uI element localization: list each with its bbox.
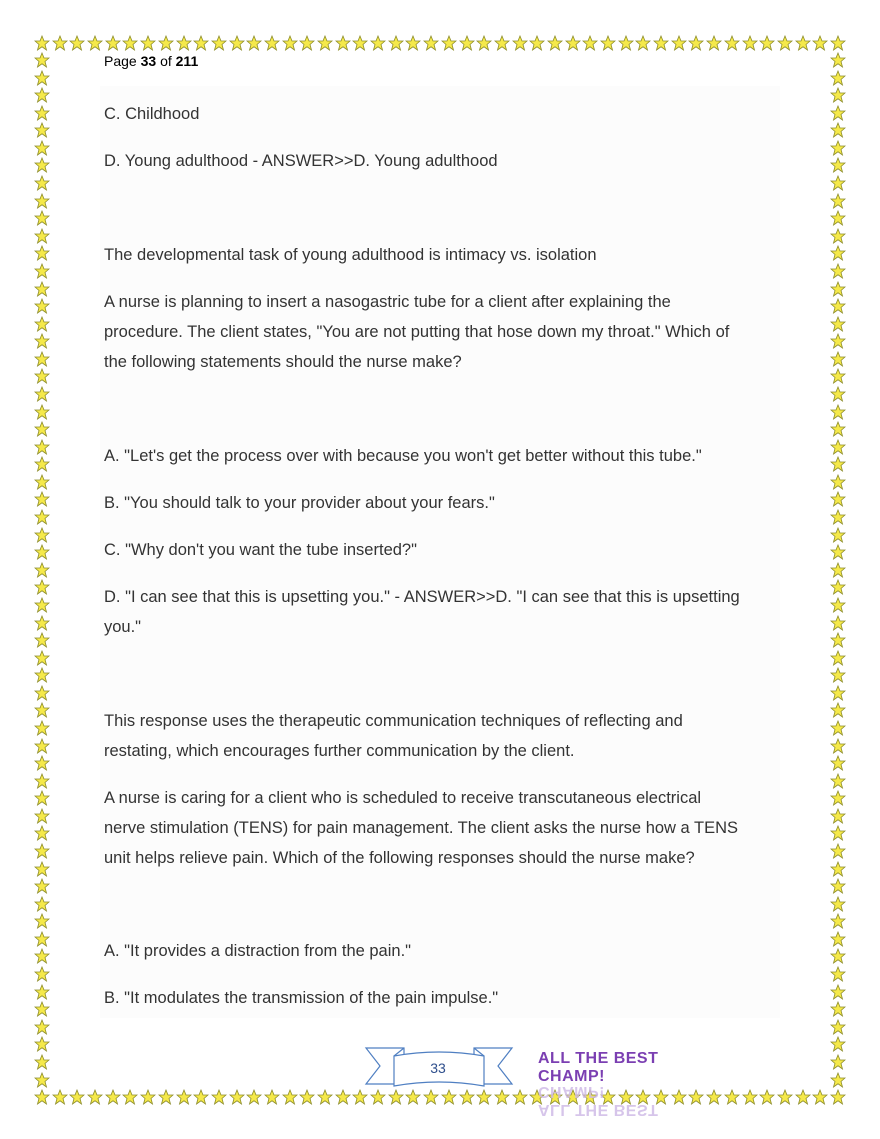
star-icon bbox=[34, 421, 50, 437]
star-icon bbox=[34, 298, 50, 314]
star-icon bbox=[317, 35, 333, 51]
star-icon bbox=[34, 1001, 50, 1017]
right-star-border bbox=[830, 52, 846, 1088]
star-icon bbox=[34, 948, 50, 964]
star-icon bbox=[34, 439, 50, 455]
option-d-answer: D. Young adulthood - ANSWER>>D. Young adulthood bbox=[104, 152, 498, 170]
star-icon bbox=[34, 650, 50, 666]
star-icon bbox=[706, 35, 722, 51]
star-icon bbox=[494, 35, 510, 51]
star-icon bbox=[299, 1089, 315, 1105]
left-star-border bbox=[34, 52, 50, 1088]
star-icon bbox=[34, 562, 50, 578]
star-icon bbox=[830, 562, 846, 578]
slogan-text: ALL THE BEST CHAMP! bbox=[538, 1050, 659, 1085]
star-icon bbox=[69, 1089, 85, 1105]
star-icon bbox=[441, 1089, 457, 1105]
star-icon bbox=[52, 1089, 68, 1105]
star-icon bbox=[777, 1089, 793, 1105]
option-b: B. "You should talk to your provider about your fears." bbox=[104, 494, 495, 512]
star-icon bbox=[830, 1036, 846, 1052]
star-icon bbox=[830, 544, 846, 560]
star-icon bbox=[494, 1089, 510, 1105]
star-icon bbox=[388, 1089, 404, 1105]
star-icon bbox=[34, 1019, 50, 1035]
star-icon bbox=[211, 1089, 227, 1105]
star-icon bbox=[830, 421, 846, 437]
star-icon bbox=[423, 35, 439, 51]
star-icon bbox=[724, 35, 740, 51]
star-icon bbox=[34, 87, 50, 103]
star-icon bbox=[34, 491, 50, 507]
star-icon bbox=[87, 1089, 103, 1105]
star-icon bbox=[335, 1089, 351, 1105]
star-icon bbox=[441, 35, 457, 51]
star-icon bbox=[34, 456, 50, 472]
star-icon bbox=[830, 773, 846, 789]
star-icon bbox=[105, 1089, 121, 1105]
star-icon bbox=[34, 579, 50, 595]
star-icon bbox=[34, 773, 50, 789]
footer-page-number: 33 bbox=[430, 1060, 446, 1076]
star-icon bbox=[812, 35, 828, 51]
star-icon bbox=[476, 35, 492, 51]
star-icon bbox=[34, 122, 50, 138]
star-icon bbox=[618, 35, 634, 51]
star-icon bbox=[830, 702, 846, 718]
option-c: C. "Why don't you want the tube inserted?" bbox=[104, 541, 417, 559]
star-icon bbox=[34, 615, 50, 631]
of-label: of bbox=[160, 53, 172, 69]
star-icon bbox=[830, 263, 846, 279]
option-a: A. "Let's get the process over with because you won't get better without this tube." bbox=[104, 447, 702, 465]
star-icon bbox=[405, 1089, 421, 1105]
star-icon bbox=[830, 1054, 846, 1070]
option-c-childhood: C. Childhood bbox=[104, 105, 200, 123]
star-icon bbox=[176, 1089, 192, 1105]
star-icon bbox=[34, 52, 50, 68]
star-icon bbox=[830, 667, 846, 683]
star-icon bbox=[830, 333, 846, 349]
star-icon bbox=[335, 35, 351, 51]
star-icon bbox=[830, 1072, 846, 1088]
star-icon bbox=[830, 579, 846, 595]
star-icon bbox=[830, 650, 846, 666]
question-line-1: A nurse is planning to insert a nasogastric tube for a client after explaining the bbox=[104, 293, 671, 311]
star-icon bbox=[830, 404, 846, 420]
star-icon bbox=[459, 1089, 475, 1105]
star-icon bbox=[830, 474, 846, 490]
star-icon bbox=[34, 597, 50, 613]
star-icon bbox=[830, 105, 846, 121]
question2-option-b: B. "It modulates the transmission of the pain impulse." bbox=[104, 989, 499, 1007]
question2-line-3: unit helps relieve pain. Which of the following responses should the nurse make? bbox=[104, 849, 695, 867]
star-icon bbox=[795, 35, 811, 51]
star-icon bbox=[830, 527, 846, 543]
star-icon bbox=[34, 316, 50, 332]
star-icon bbox=[830, 245, 846, 261]
star-icon bbox=[122, 35, 138, 51]
star-icon bbox=[830, 87, 846, 103]
page-header bbox=[104, 53, 198, 69]
star-icon bbox=[87, 35, 103, 51]
star-icon bbox=[830, 931, 846, 947]
page-label: Page bbox=[104, 53, 137, 69]
star-icon bbox=[34, 351, 50, 367]
star-icon bbox=[69, 35, 85, 51]
star-icon bbox=[459, 35, 475, 51]
star-icon bbox=[193, 1089, 209, 1105]
star-icon bbox=[34, 861, 50, 877]
question2-line-2: nerve stimulation (TENS) for pain management. The client asks the nurse how a TENS bbox=[104, 819, 739, 837]
star-icon bbox=[476, 1089, 492, 1105]
star-icon bbox=[34, 474, 50, 490]
star-icon bbox=[34, 913, 50, 929]
star-icon bbox=[34, 808, 50, 824]
current-page-number: 33 bbox=[140, 53, 157, 69]
total-pages: 211 bbox=[175, 53, 199, 69]
star-icon bbox=[777, 35, 793, 51]
star-icon bbox=[34, 333, 50, 349]
star-icon bbox=[370, 1089, 386, 1105]
star-icon bbox=[830, 193, 846, 209]
star-icon bbox=[529, 35, 545, 51]
star-icon bbox=[34, 738, 50, 754]
star-icon bbox=[830, 878, 846, 894]
star-icon bbox=[759, 1089, 775, 1105]
star-icon bbox=[830, 896, 846, 912]
star-icon bbox=[193, 35, 209, 51]
star-icon bbox=[512, 35, 528, 51]
star-icon bbox=[34, 544, 50, 560]
star-icon bbox=[830, 861, 846, 877]
question2-option-a: A. "It provides a distraction from the pain." bbox=[104, 942, 412, 960]
star-icon bbox=[158, 35, 174, 51]
star-icon bbox=[830, 1019, 846, 1035]
star-icon bbox=[830, 720, 846, 736]
star-icon bbox=[34, 210, 50, 226]
star-icon bbox=[34, 157, 50, 173]
top-star-border bbox=[34, 35, 846, 51]
star-icon bbox=[34, 509, 50, 525]
star-icon bbox=[830, 52, 846, 68]
star-icon bbox=[140, 1089, 156, 1105]
star-icon bbox=[830, 509, 846, 525]
star-icon bbox=[830, 1001, 846, 1017]
star-icon bbox=[211, 35, 227, 51]
star-icon bbox=[830, 456, 846, 472]
star-icon bbox=[830, 298, 846, 314]
star-icon bbox=[830, 825, 846, 841]
star-icon bbox=[547, 35, 563, 51]
star-icon bbox=[830, 351, 846, 367]
star-icon bbox=[830, 966, 846, 982]
star-icon bbox=[34, 193, 50, 209]
star-icon bbox=[830, 913, 846, 929]
star-icon bbox=[299, 35, 315, 51]
star-icon bbox=[830, 386, 846, 402]
star-icon bbox=[140, 35, 156, 51]
star-icon bbox=[812, 1089, 828, 1105]
rationale-line-2: restating, which encourages further communication by the client. bbox=[104, 742, 575, 760]
star-icon bbox=[34, 843, 50, 859]
star-icon bbox=[830, 738, 846, 754]
star-icon bbox=[830, 685, 846, 701]
option-d-answer-line-1: D. "I can see that this is upsetting you." - ANSWER>>D. "I can see that this is upsetting bbox=[104, 588, 740, 606]
star-icon bbox=[830, 843, 846, 859]
star-icon bbox=[34, 755, 50, 771]
star-icon bbox=[830, 157, 846, 173]
star-icon bbox=[582, 35, 598, 51]
star-icon bbox=[34, 878, 50, 894]
star-icon bbox=[34, 140, 50, 156]
slogan-banner bbox=[538, 1050, 728, 1118]
question2-line-1: A nurse is caring for a client who is scheduled to receive transcutaneous electrical bbox=[104, 789, 702, 807]
star-icon bbox=[830, 948, 846, 964]
star-icon bbox=[830, 140, 846, 156]
star-icon bbox=[229, 35, 245, 51]
star-icon bbox=[158, 1089, 174, 1105]
star-icon bbox=[671, 35, 687, 51]
star-icon bbox=[229, 1089, 245, 1105]
star-icon bbox=[830, 281, 846, 297]
star-icon bbox=[34, 685, 50, 701]
star-icon bbox=[352, 35, 368, 51]
star-icon bbox=[282, 1089, 298, 1105]
star-icon bbox=[830, 615, 846, 631]
star-icon bbox=[34, 966, 50, 982]
star-icon bbox=[34, 1072, 50, 1088]
star-icon bbox=[423, 1089, 439, 1105]
star-icon bbox=[105, 35, 121, 51]
star-icon bbox=[742, 35, 758, 51]
star-icon bbox=[34, 790, 50, 806]
star-icon bbox=[512, 1089, 528, 1105]
star-icon bbox=[742, 1089, 758, 1105]
star-icon bbox=[565, 35, 581, 51]
star-icon bbox=[635, 35, 651, 51]
star-icon bbox=[830, 35, 846, 51]
star-icon bbox=[830, 368, 846, 384]
star-icon bbox=[52, 35, 68, 51]
star-icon bbox=[34, 896, 50, 912]
star-icon bbox=[34, 632, 50, 648]
star-icon bbox=[34, 70, 50, 86]
star-icon bbox=[653, 35, 669, 51]
star-icon bbox=[34, 1089, 50, 1105]
star-icon bbox=[34, 931, 50, 947]
star-icon bbox=[34, 720, 50, 736]
star-icon bbox=[830, 439, 846, 455]
star-icon bbox=[830, 316, 846, 332]
star-icon bbox=[34, 1054, 50, 1070]
star-icon bbox=[34, 527, 50, 543]
star-icon bbox=[830, 597, 846, 613]
star-icon bbox=[34, 35, 50, 51]
star-icon bbox=[830, 210, 846, 226]
star-icon bbox=[34, 175, 50, 191]
star-icon bbox=[246, 1089, 262, 1105]
star-icon bbox=[34, 263, 50, 279]
star-icon bbox=[830, 228, 846, 244]
star-icon bbox=[264, 35, 280, 51]
rationale-text: The developmental task of young adulthood is intimacy vs. isolation bbox=[104, 246, 597, 264]
rationale-line-1: This response uses the therapeutic communication techniques of reflecting and bbox=[104, 712, 683, 730]
star-icon bbox=[795, 1089, 811, 1105]
star-icon bbox=[352, 1089, 368, 1105]
star-icon bbox=[600, 35, 616, 51]
star-icon bbox=[830, 1089, 846, 1105]
question-line-2: procedure. The client states, "You are not putting that hose down my throat." Which of bbox=[104, 323, 730, 341]
star-icon bbox=[688, 35, 704, 51]
star-icon bbox=[830, 790, 846, 806]
star-icon bbox=[34, 105, 50, 121]
option-d-answer-line-2: you." bbox=[104, 618, 142, 636]
star-icon bbox=[34, 245, 50, 261]
star-icon bbox=[405, 35, 421, 51]
star-icon bbox=[830, 808, 846, 824]
star-icon bbox=[34, 1036, 50, 1052]
star-icon bbox=[759, 35, 775, 51]
star-icon bbox=[317, 1089, 333, 1105]
star-icon bbox=[34, 386, 50, 402]
star-icon bbox=[176, 35, 192, 51]
star-icon bbox=[34, 667, 50, 683]
star-icon bbox=[282, 35, 298, 51]
star-icon bbox=[34, 825, 50, 841]
star-icon bbox=[388, 35, 404, 51]
star-icon bbox=[830, 122, 846, 138]
star-icon bbox=[34, 984, 50, 1000]
star-icon bbox=[34, 368, 50, 384]
star-icon bbox=[34, 281, 50, 297]
star-icon bbox=[34, 702, 50, 718]
star-icon bbox=[34, 404, 50, 420]
star-icon bbox=[122, 1089, 138, 1105]
star-icon bbox=[34, 228, 50, 244]
star-icon bbox=[830, 984, 846, 1000]
star-icon bbox=[830, 70, 846, 86]
star-icon bbox=[830, 632, 846, 648]
star-icon bbox=[830, 755, 846, 771]
star-icon bbox=[830, 491, 846, 507]
star-icon bbox=[264, 1089, 280, 1105]
star-icon bbox=[830, 175, 846, 191]
star-icon bbox=[246, 35, 262, 51]
slogan-reflection: ALL THE BEST CHAMP! bbox=[538, 1083, 659, 1118]
question-line-3: the following statements should the nurse make? bbox=[104, 353, 462, 371]
star-icon bbox=[370, 35, 386, 51]
